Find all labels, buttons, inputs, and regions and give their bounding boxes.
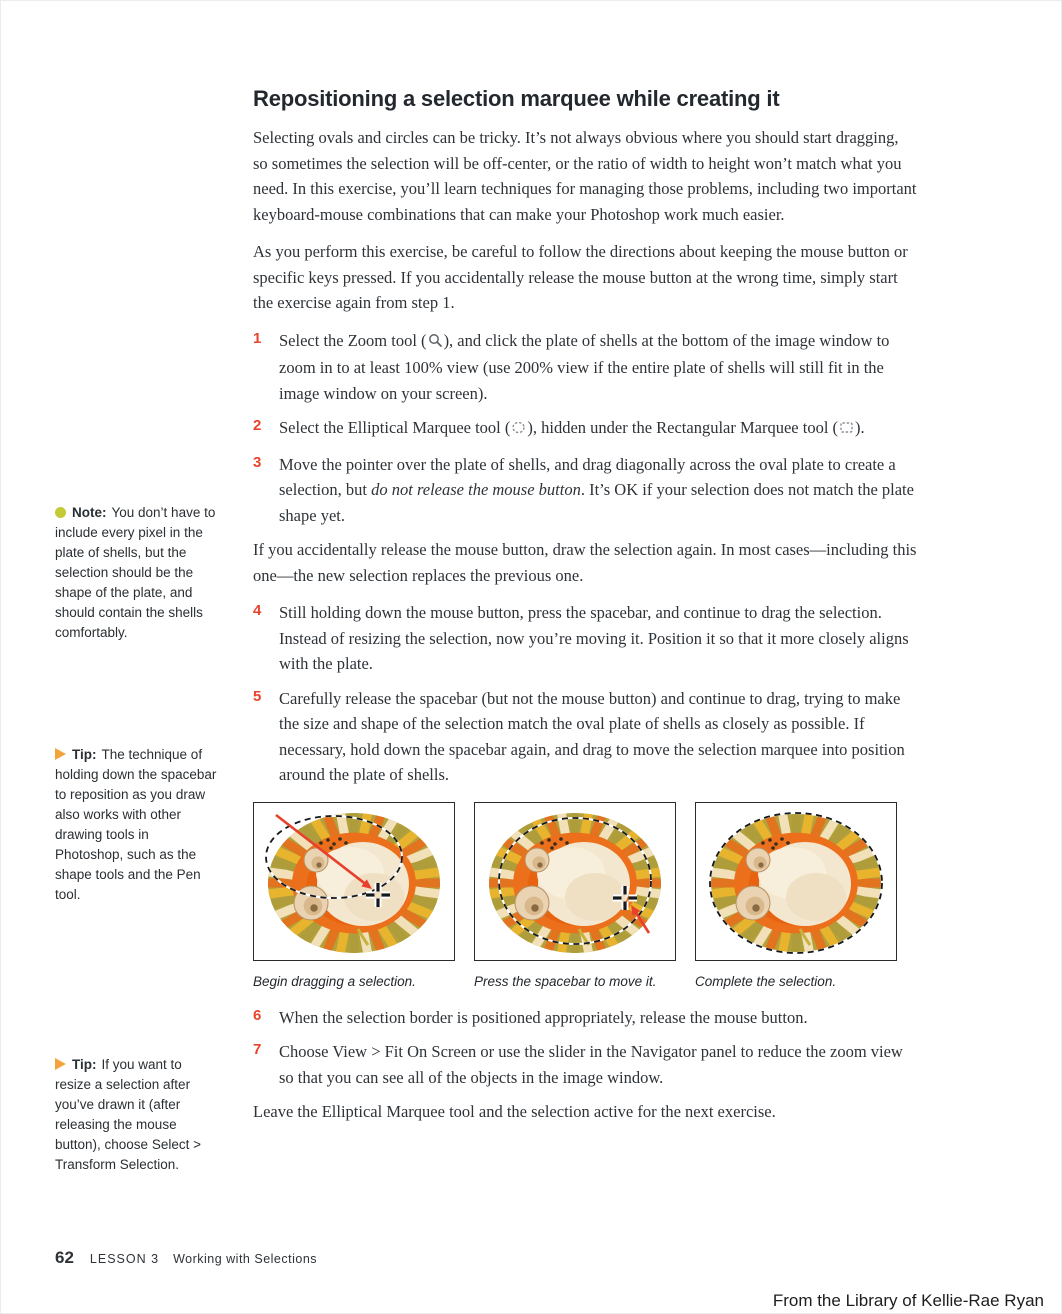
step-7: 7 Choose View > Fit On Screen or use the slider in the Navigator panel to reduce the zoom view so that you can see all of the objects in the image window.	[253, 1039, 917, 1090]
tip-arrow-icon	[55, 1058, 66, 1070]
step-number: 1	[253, 329, 262, 347]
tip-label: Tip:	[72, 1057, 97, 1072]
numbered-steps	[253, 328, 917, 529]
section-title: Working with Selections	[173, 1252, 318, 1266]
page-title: Repositioning a selection marquee while creating it	[253, 86, 780, 111]
note-bullet-icon	[55, 507, 66, 518]
step-3: 3 Move the pointer over the plate of shells, and drag diagonally across the oval plate to create a selection, but do not release the mouse button. It’s OK if your selection does not match the plate shape yet.	[253, 452, 917, 529]
page-footer	[55, 1248, 317, 1268]
tip-arrow-icon	[55, 748, 66, 760]
figure-begin-drag	[253, 802, 455, 989]
step-number: 5	[253, 687, 262, 705]
library-watermark: From the Library of Kellie-Rae Ryan	[772, 1291, 1044, 1310]
plate-image-complete	[695, 802, 897, 961]
between-paragraph: If you accidentally release the mouse button, draw the selection again. In most cases—including this one—the new selection replaces the previous one.	[253, 540, 917, 585]
elliptical-marquee-icon	[511, 417, 526, 443]
step-5: 5 Carefully release the spacebar (but not the mouse button) and continue to drag, trying to make the size and shape of the selection match the oval plate of shells as closely as possible. If necessary, hold down the spacebar again, and drag to move the selection marquee into position around the plate of shells.	[253, 686, 917, 788]
intro-paragraph-2: As you perform this exercise, be careful to follow the directions about keeping the mouse button or specific keys pressed. If you accidentally release the mouse button at the wrong time, simply start the exercise again from step 1.	[253, 242, 908, 312]
rectangular-marquee-icon	[839, 417, 854, 443]
step-number: 3	[253, 453, 262, 471]
intro-paragraph-1: Selecting ovals and circles can be tricky. It’s not always obvious where you should start dragging, so sometimes the selection will be off-center, or the ratio of width to height won’t match what you need. In this exercise, you’ll learn techniques for managing those problems, including two important keyboard-mouse combinations that can make your Photoshop work much easier.	[253, 128, 917, 224]
page-number: 62	[55, 1248, 74, 1267]
numbered-steps	[253, 1005, 917, 1091]
plate-image-begin-drag	[253, 802, 455, 961]
lesson-label: LESSON 3	[89, 1252, 160, 1266]
figure-complete	[695, 802, 897, 989]
step-number: 2	[253, 417, 262, 434]
step-4: 4 Still holding down the mouse button, press the spacebar, and continue to drag the selection. Instead of resizing the selection, now you’re moving it. Position it so that it more closely aligns with the plate.	[253, 600, 917, 677]
emphasized-phrase: do not release the mouse button	[371, 480, 581, 499]
closing-paragraph: Leave the Elliptical Marquee tool and the selection active for the next exercise.	[253, 1102, 776, 1121]
step-6: 6 When the selection border is positioned appropriately, release the mouse button.	[253, 1005, 917, 1031]
step-number: 4	[253, 602, 262, 619]
note-label: Note:	[72, 505, 107, 520]
zoom-tool-icon	[428, 330, 443, 356]
figure-caption: Press the spacebar to move it.	[474, 973, 657, 989]
step-number: 7	[253, 1041, 262, 1058]
plate-image-spacebar-move	[474, 802, 676, 961]
figure-row	[253, 802, 917, 989]
figure-caption: Complete the selection.	[695, 973, 837, 989]
tip-label: Tip:	[72, 747, 97, 762]
margin-tip-2: Tip: If you want to resize a selection after you’ve drawn it (after releasing the mouse button), choose Select > Transform Selection.	[55, 1057, 201, 1172]
margin-tip-1: Tip: The technique of holding down the spacebar to reposition as you draw also works with other drawing tools in Photoshop, such as the shape tools and the Pen tool.	[55, 747, 217, 902]
margin-note: Note: You don’t have to include every pixel in the plate of shells, but the selection should be the shape of the plate, and should contain the shells comfortably.	[55, 505, 216, 640]
figure-spacebar-move	[474, 802, 676, 989]
step-1: 1 Select the Zoom tool ( ), and click the plate of shells at the bottom of the image window to zoom in to at least 100% view (use 200% view if the entire plate of shells will still fit in the image window on your screen).	[253, 328, 917, 407]
figure-caption: Begin dragging a selection.	[253, 973, 416, 989]
numbered-steps	[253, 600, 917, 788]
main-column	[253, 86, 917, 1137]
step-number: 6	[253, 1006, 262, 1024]
step-2: 2 Select the Elliptical Marquee tool ( ), hidden under the Rectangular Marquee tool ( ).	[253, 415, 917, 443]
